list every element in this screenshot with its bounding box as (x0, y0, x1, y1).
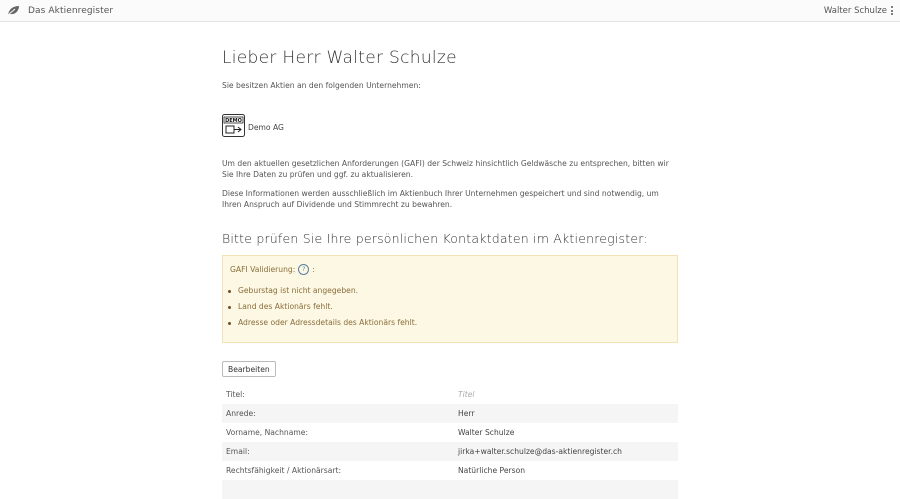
gafi-info-text: Um den aktuellen gesetzlichen Anforderungen (GAFI) der Schweiz hinsichtlich Geldwäsche zu entsprechen, bitten wir Sie Ihre Daten zu prüfen und ggf. zu aktualisieren. (222, 159, 669, 179)
brand-name: Das Aktienregister (28, 5, 114, 16)
detail-row-legal-type (222, 461, 678, 480)
intro-text: Sie besitzen Aktien an den folgenden Unternehmen: (222, 81, 421, 90)
detail-value: Herr (458, 409, 475, 418)
gafi-issue-list (227, 283, 417, 331)
edit-button[interactable]: Bearbeiten (222, 361, 276, 377)
gafi-label: GAFI Validierung: (230, 265, 296, 274)
detail-value: jirka+walter.schulze@das-aktienregister.ch (458, 447, 622, 456)
detail-row-email (222, 442, 678, 461)
leaf-icon (7, 1, 20, 20)
detail-row-salutation (222, 404, 678, 423)
gafi-validation-header (230, 264, 315, 275)
detail-row-name (222, 423, 678, 442)
detail-label: Rechtsfähigkeit / Aktionärsart: (226, 466, 342, 475)
gafi-issue: Geburstag ist nicht angegeben. (238, 283, 417, 299)
detail-value: Natürliche Person (458, 466, 526, 475)
company-logo-text: DEMO (225, 118, 242, 124)
company-logo (222, 114, 245, 141)
detail-row-next (222, 480, 678, 499)
detail-label: Anrede: (226, 409, 256, 418)
gafi-validation-alert (222, 255, 678, 343)
detail-value: Titel (458, 390, 475, 399)
user-menu[interactable] (824, 6, 893, 16)
more-vertical-icon (891, 6, 893, 15)
user-name: Walter Schulze (823, 5, 887, 16)
storage-info-text: Diese Informationen werden ausschließlich im Aktienbuch Ihrer Unternehmen gespeichert und sind notwendig, um Ihren Anspruch auf Dividende und Stimmrecht zu bewahren. (222, 189, 659, 209)
gafi-issue: Adresse oder Adressdetails des Aktionärs fehlt. (238, 315, 417, 331)
top-navbar (0, 0, 900, 22)
page-title: Lieber Herr Walter Schulze (222, 48, 457, 68)
gafi-label-suffix: : (312, 265, 315, 274)
detail-label: Email: (226, 447, 250, 456)
contact-details-table (222, 385, 678, 499)
detail-label: Titel: (226, 390, 245, 399)
detail-label: Vorname, Nachname: (226, 428, 309, 437)
detail-value: Walter Schulze (458, 428, 515, 437)
gafi-issue: Land des Aktionärs fehlt. (238, 299, 417, 315)
detail-row-title (222, 385, 678, 404)
company-item[interactable] (222, 114, 284, 141)
question-circle-icon[interactable]: ? (298, 264, 309, 275)
section-title: Bitte prüfen Sie Ihre persönlichen Kontaktdaten im Aktienregister: (222, 231, 648, 246)
company-name: Demo AG (248, 123, 284, 132)
brand[interactable] (7, 1, 113, 20)
